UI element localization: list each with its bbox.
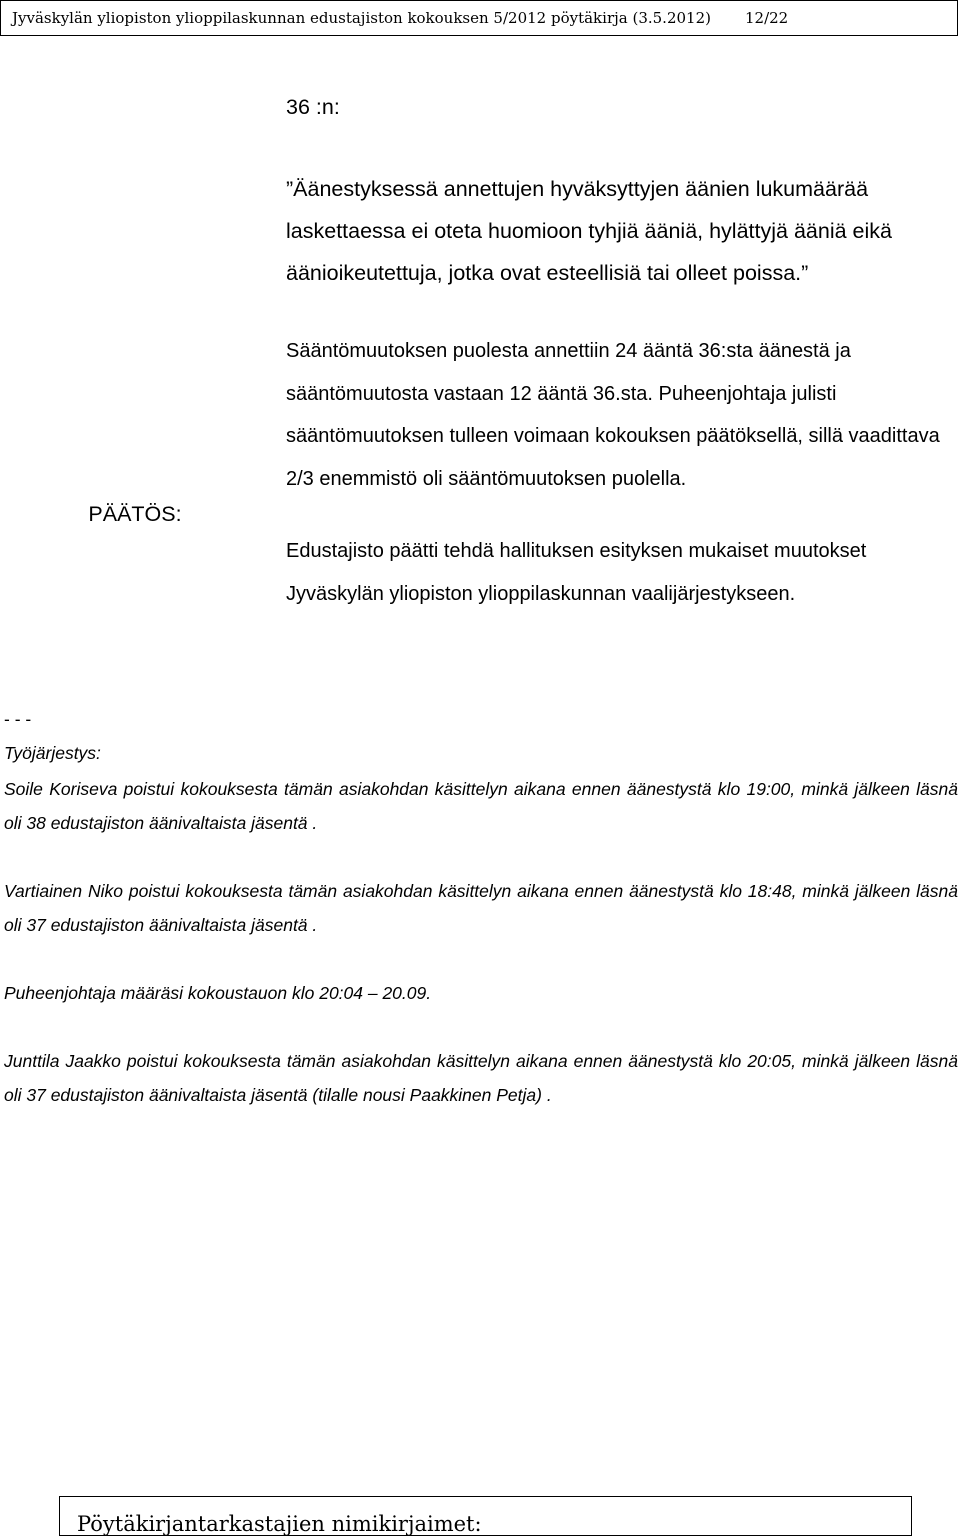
header-title: Jyväskylän yliopiston ylioppilaskunnan edustajiston kokouksen 5/2012 pöytäkirja (3.5.2012) — [12, 9, 711, 27]
note-item: Vartiainen Niko poistui kokouksesta tämän asiakohdan käsittelyn aikana ennen äänestystä klo 18:48, minkä jälkeen läsnä oli 37 edustajiston äänivaltaista jäsentä . — [4, 881, 958, 935]
initials-box — [59, 1496, 912, 1536]
note-item: Junttila Jaakko poistui kokouksesta tämän asiakohdan käsittelyn aikana ennen äänestystä klo 20:05, minkä jälkeen läsnä oli 37 edustajiston äänivaltaista jäsentä (tilalle nousi Paakkinen Petja) . — [4, 1051, 958, 1105]
decision-text-block — [286, 330, 958, 615]
initials-label: Pöytäkirjantarkastajien nimikirjaimet: — [77, 1512, 482, 1536]
note-item: Soile Koriseva poistui kokouksesta tämän asiakohdan käsittelyn aikana ennen äänestystä klo 19:00, minkä jälkeen läsnä oli 38 edustajiston äänivaltaista jäsentä . — [4, 779, 958, 833]
document-header — [0, 0, 958, 36]
section-reference: 36 :n: — [286, 95, 340, 119]
rule-quote-section — [286, 86, 958, 294]
decision-paragraph: Sääntömuutoksen puolesta annettiin 24 ääntä 36:sta äänestä ja sääntömuutosta vastaan 12 ääntä 36.sta. Puheenjohtaja julisti sääntömuutoksen tulleen voimaan kokouksen päätöksellä, sillä vaadittava 2/3 enemmistö oli sääntömuutoksen puolella. — [286, 340, 940, 490]
decision-label: PÄÄTÖS: — [88, 502, 182, 526]
rule-quote-text: ”Äänestyksessä annettujen hyväksyttyjen äänien lukumäärää laskettaessa ei oteta huomioon tyhjiä ääniä, hylättyjä ääniä eikä äänioikeutettuja, jotka ovat esteellisiä tai olleet poissa.” — [286, 177, 892, 285]
note-item: Puheenjohtaja määräsi kokoustauon klo 20:04 – 20.09. — [4, 983, 432, 1003]
separator: - - - — [4, 709, 32, 729]
decision-paragraph: Edustajisto päätti tehdä hallituksen esityksen mukaiset muutokset Jyväskylän yliopiston ylioppilaskunnan vaalijärjestykseen. — [286, 540, 867, 605]
agenda-notes — [4, 708, 958, 1112]
page-number: 12/22 — [744, 9, 789, 27]
agenda-label: Työjärjestys: — [4, 743, 101, 763]
